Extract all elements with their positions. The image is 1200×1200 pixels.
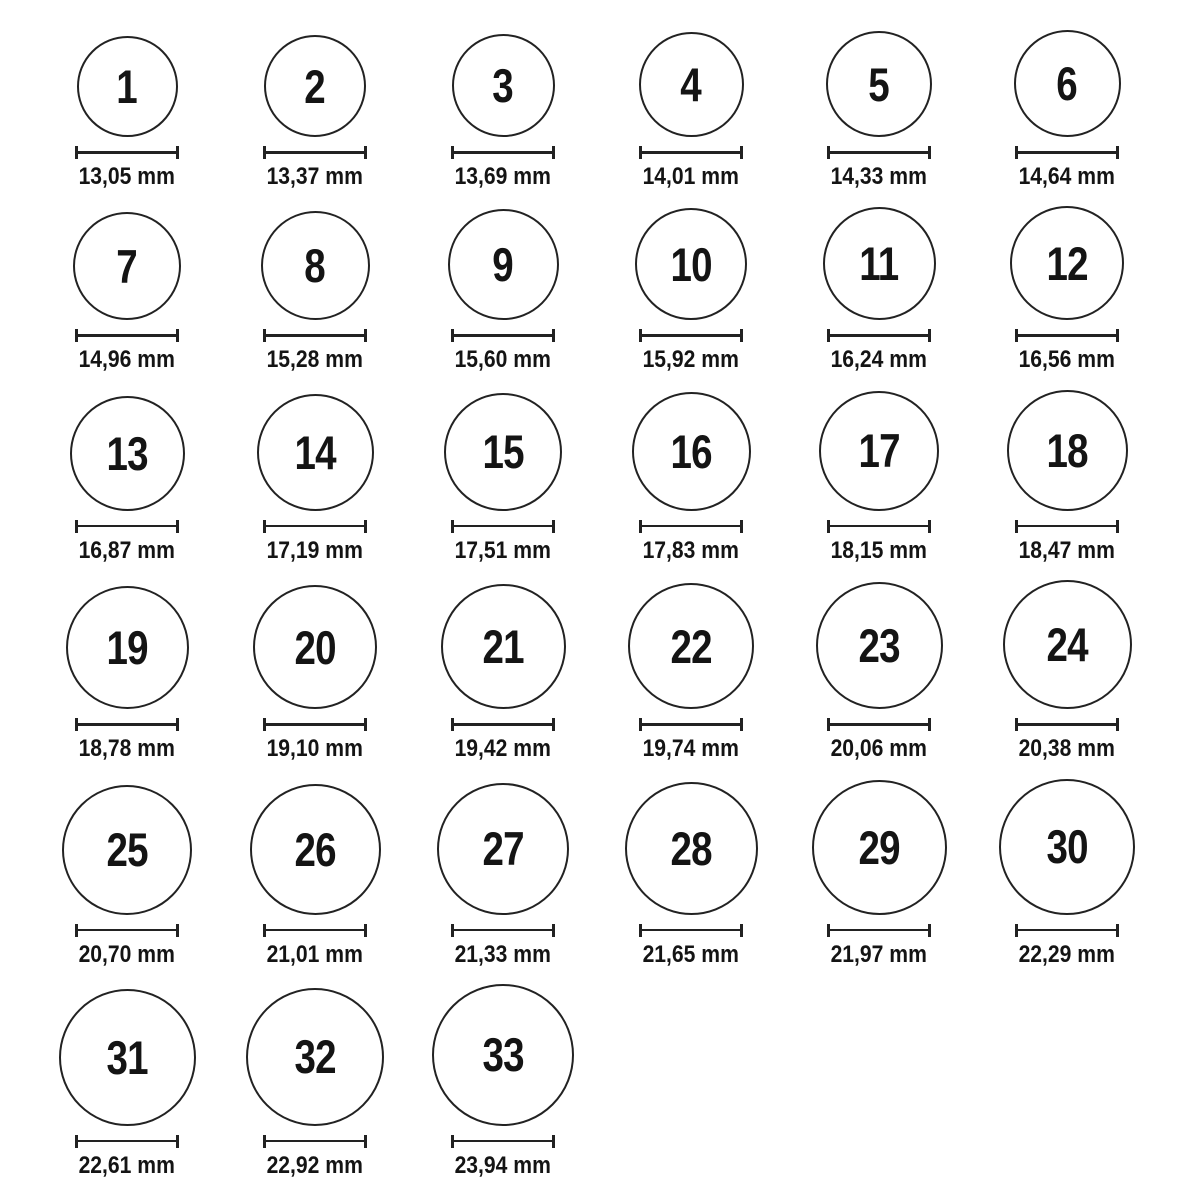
ring-circle <box>452 34 555 137</box>
ring-size-number: 9 <box>492 238 514 292</box>
ring-size-item <box>597 782 785 968</box>
ring-circle <box>250 784 381 915</box>
ring-circle <box>635 208 747 320</box>
ring-size-item <box>409 393 597 564</box>
diameter-label <box>448 164 557 190</box>
diameter-label <box>260 942 369 968</box>
ring-circle <box>823 207 936 320</box>
ring-circle <box>261 211 370 320</box>
diameter-label-text: 21,65 mm <box>642 940 740 968</box>
ring-circle <box>444 393 562 511</box>
diameter-label-text: 17,51 mm <box>454 536 552 564</box>
ring-size-item <box>597 32 785 190</box>
chart-row <box>33 984 1163 1179</box>
diameter-label-text: 15,92 mm <box>642 346 740 374</box>
diameter-label-text: 21,33 mm <box>454 940 552 968</box>
ring-size-item <box>33 396 221 564</box>
ring-size-item <box>409 34 597 190</box>
diameter-label <box>260 1153 369 1179</box>
ring-size-number: 8 <box>304 239 326 293</box>
diameter-label <box>636 347 745 373</box>
ring-circle <box>432 984 574 1126</box>
ring-size-item <box>33 989 221 1179</box>
diameter-measure-line <box>639 924 743 937</box>
diameter-label-text: 17,83 mm <box>642 536 740 564</box>
ring-size-item <box>221 585 409 762</box>
diameter-measure-line <box>451 924 555 937</box>
ring-size-item <box>973 390 1161 564</box>
ring-size-number: 16 <box>670 424 712 478</box>
ring-size-item <box>597 583 785 762</box>
ring-size-number: 29 <box>858 820 900 874</box>
diameter-label-text: 13,05 mm <box>78 163 176 190</box>
ring-circle <box>257 394 374 511</box>
diameter-label-text: 14,64 mm <box>1018 163 1116 190</box>
ring-circle <box>625 782 758 915</box>
ring-size-number: 19 <box>106 621 148 675</box>
ring-size-item <box>409 984 597 1179</box>
ring-size-number: 30 <box>1046 820 1088 874</box>
diameter-label-text: 19,74 mm <box>642 735 740 763</box>
diameter-label-text: 20,70 mm <box>78 940 176 968</box>
diameter-label-text: 22,29 mm <box>1018 940 1116 968</box>
ring-circle <box>632 392 751 511</box>
chart-row <box>33 390 1163 564</box>
diameter-label <box>1012 736 1121 762</box>
chart-row <box>33 206 1163 373</box>
ring-size-item <box>221 211 409 373</box>
diameter-label-text: 20,06 mm <box>830 735 928 763</box>
ring-circle <box>999 779 1135 915</box>
diameter-label <box>260 736 369 762</box>
diameter-label <box>72 164 181 190</box>
diameter-label <box>72 736 181 762</box>
ring-size-number: 27 <box>482 822 524 876</box>
ring-circle <box>812 780 947 915</box>
chart-row <box>33 779 1163 968</box>
diameter-measure-line <box>263 146 367 159</box>
diameter-measure-line <box>451 718 555 731</box>
ring-circle <box>1003 580 1132 709</box>
ring-circle <box>1010 206 1124 320</box>
diameter-label <box>636 942 745 968</box>
diameter-measure-line <box>451 1135 555 1148</box>
diameter-label-text: 18,15 mm <box>830 536 928 564</box>
diameter-label-text: 14,33 mm <box>830 163 928 190</box>
ring-size-item <box>221 784 409 968</box>
diameter-label-text: 14,96 mm <box>78 346 176 374</box>
ring-size-number: 33 <box>482 1028 524 1082</box>
ring-size-item <box>973 206 1161 373</box>
ring-size-item <box>785 391 973 564</box>
diameter-label-text: 16,24 mm <box>830 346 928 374</box>
ring-size-number: 17 <box>858 424 900 478</box>
ring-size-number: 4 <box>680 58 702 111</box>
ring-size-number: 15 <box>482 425 524 479</box>
ring-size-number: 23 <box>858 619 900 673</box>
ring-size-number: 21 <box>482 620 524 674</box>
diameter-measure-line <box>75 329 179 342</box>
diameter-label <box>448 1153 557 1179</box>
ring-circle <box>246 988 384 1126</box>
diameter-label <box>824 736 933 762</box>
diameter-measure-line <box>1015 924 1119 937</box>
ring-size-number: 24 <box>1046 618 1088 672</box>
ring-circle <box>816 582 943 709</box>
ring-circle <box>628 583 754 709</box>
ring-size-number: 5 <box>868 57 890 111</box>
diameter-label-text: 21,97 mm <box>830 940 928 968</box>
diameter-measure-line <box>75 718 179 731</box>
diameter-label-text: 21,01 mm <box>266 940 364 968</box>
diameter-measure-line <box>451 329 555 342</box>
diameter-label <box>1012 538 1121 564</box>
diameter-label <box>824 942 933 968</box>
ring-circle <box>441 584 566 709</box>
diameter-measure-line <box>263 718 367 731</box>
diameter-label <box>1012 942 1121 968</box>
diameter-label <box>636 164 745 190</box>
diameter-label <box>636 538 745 564</box>
ring-size-item <box>973 30 1161 190</box>
ring-size-number: 6 <box>1056 57 1078 110</box>
diameter-label <box>260 347 369 373</box>
ring-size-item <box>597 392 785 564</box>
diameter-measure-line <box>1015 718 1119 731</box>
diameter-label <box>824 538 933 564</box>
diameter-label <box>448 347 557 373</box>
ring-size-item <box>785 582 973 762</box>
ring-size-number: 28 <box>670 821 712 875</box>
ring-circle <box>73 212 181 320</box>
diameter-measure-line <box>827 520 931 533</box>
ring-circle <box>448 209 559 320</box>
ring-size-item <box>973 580 1161 762</box>
diameter-label <box>448 538 557 564</box>
ring-circle <box>437 783 569 915</box>
diameter-label-text: 22,92 mm <box>266 1151 364 1179</box>
diameter-measure-line <box>451 146 555 159</box>
diameter-measure-line <box>263 924 367 937</box>
diameter-label-text: 19,42 mm <box>454 735 552 763</box>
ring-circle <box>639 32 744 137</box>
ring-circle <box>77 36 178 137</box>
diameter-label-text: 19,10 mm <box>266 735 364 763</box>
ring-circle <box>1014 30 1121 137</box>
ring-size-number: 10 <box>670 237 712 291</box>
ring-size-number: 2 <box>304 59 326 113</box>
ring-size-item <box>221 394 409 564</box>
diameter-label <box>636 736 745 762</box>
ring-size-number: 13 <box>106 426 148 480</box>
ring-size-item <box>33 212 221 373</box>
diameter-measure-line <box>75 924 179 937</box>
ring-circle <box>66 586 189 709</box>
diameter-measure-line <box>1015 329 1119 342</box>
diameter-measure-line <box>827 718 931 731</box>
diameter-label-text: 18,78 mm <box>78 735 176 763</box>
ring-size-number: 31 <box>106 1030 148 1084</box>
ring-circle <box>253 585 377 709</box>
ring-circle <box>826 31 932 137</box>
diameter-label-text: 22,61 mm <box>78 1151 176 1179</box>
diameter-label-text: 20,38 mm <box>1018 735 1116 763</box>
ring-size-item <box>33 586 221 762</box>
ring-size-item <box>409 209 597 373</box>
ring-size-item <box>785 31 973 190</box>
ring-size-number: 11 <box>859 237 899 291</box>
diameter-measure-line <box>263 520 367 533</box>
diameter-measure-line <box>827 924 931 937</box>
diameter-measure-line <box>639 520 743 533</box>
ring-circle <box>1007 390 1128 511</box>
diameter-measure-line <box>75 1135 179 1148</box>
ring-size-item <box>221 35 409 190</box>
ring-circle <box>59 989 196 1126</box>
diameter-label-text: 15,60 mm <box>454 346 552 374</box>
diameter-measure-line <box>75 146 179 159</box>
diameter-measure-line <box>263 329 367 342</box>
diameter-label-text: 16,56 mm <box>1018 346 1116 374</box>
diameter-label-text: 23,94 mm <box>454 1151 552 1179</box>
ring-size-number: 1 <box>116 60 138 113</box>
diameter-measure-line <box>827 329 931 342</box>
ring-size-item <box>785 207 973 373</box>
ring-circle <box>70 396 185 511</box>
ring-size-number: 20 <box>294 620 336 674</box>
diameter-label <box>72 1153 181 1179</box>
ring-size-number: 25 <box>106 823 148 877</box>
diameter-label-text: 15,28 mm <box>266 346 364 374</box>
diameter-label <box>824 347 933 373</box>
ring-size-item <box>33 785 221 968</box>
diameter-label <box>824 164 933 190</box>
chart-row <box>33 580 1163 762</box>
diameter-label-text: 13,69 mm <box>454 163 552 190</box>
diameter-label-text: 14,01 mm <box>642 163 740 190</box>
ring-size-number: 32 <box>294 1030 336 1084</box>
ring-size-item <box>597 208 785 373</box>
diameter-label <box>72 347 181 373</box>
diameter-measure-line <box>639 718 743 731</box>
diameter-label <box>260 538 369 564</box>
diameter-measure-line <box>827 146 931 159</box>
ring-size-number: 7 <box>116 239 138 293</box>
ring-size-item <box>785 780 973 968</box>
ring-size-number: 3 <box>492 59 514 112</box>
ring-size-number: 26 <box>294 822 336 876</box>
diameter-label <box>260 164 369 190</box>
diameter-label <box>448 736 557 762</box>
diameter-measure-line <box>451 520 555 533</box>
diameter-label <box>1012 347 1121 373</box>
diameter-label-text: 13,37 mm <box>266 163 364 190</box>
chart-row <box>33 30 1163 190</box>
diameter-label-text: 17,19 mm <box>266 536 364 564</box>
ring-size-item <box>409 783 597 968</box>
diameter-label-text: 16,87 mm <box>78 536 176 564</box>
ring-size-number: 12 <box>1046 236 1088 290</box>
ring-size-item <box>33 36 221 190</box>
diameter-label <box>72 538 181 564</box>
ring-size-item <box>409 584 597 762</box>
diameter-label <box>72 942 181 968</box>
diameter-measure-line <box>1015 146 1119 159</box>
ring-size-number: 22 <box>670 619 712 673</box>
diameter-measure-line <box>639 329 743 342</box>
ring-size-number: 14 <box>294 425 336 479</box>
diameter-measure-line <box>263 1135 367 1148</box>
ring-circle <box>264 35 366 137</box>
ring-size-number: 18 <box>1046 423 1088 477</box>
ring-size-item <box>221 988 409 1179</box>
ring-circle <box>819 391 939 511</box>
ring-size-item <box>973 779 1161 968</box>
diameter-measure-line <box>1015 520 1119 533</box>
ring-circle <box>62 785 192 915</box>
diameter-label <box>1012 164 1121 190</box>
diameter-measure-line <box>639 146 743 159</box>
diameter-measure-line <box>75 520 179 533</box>
diameter-label-text: 18,47 mm <box>1018 536 1116 564</box>
diameter-label <box>448 942 557 968</box>
